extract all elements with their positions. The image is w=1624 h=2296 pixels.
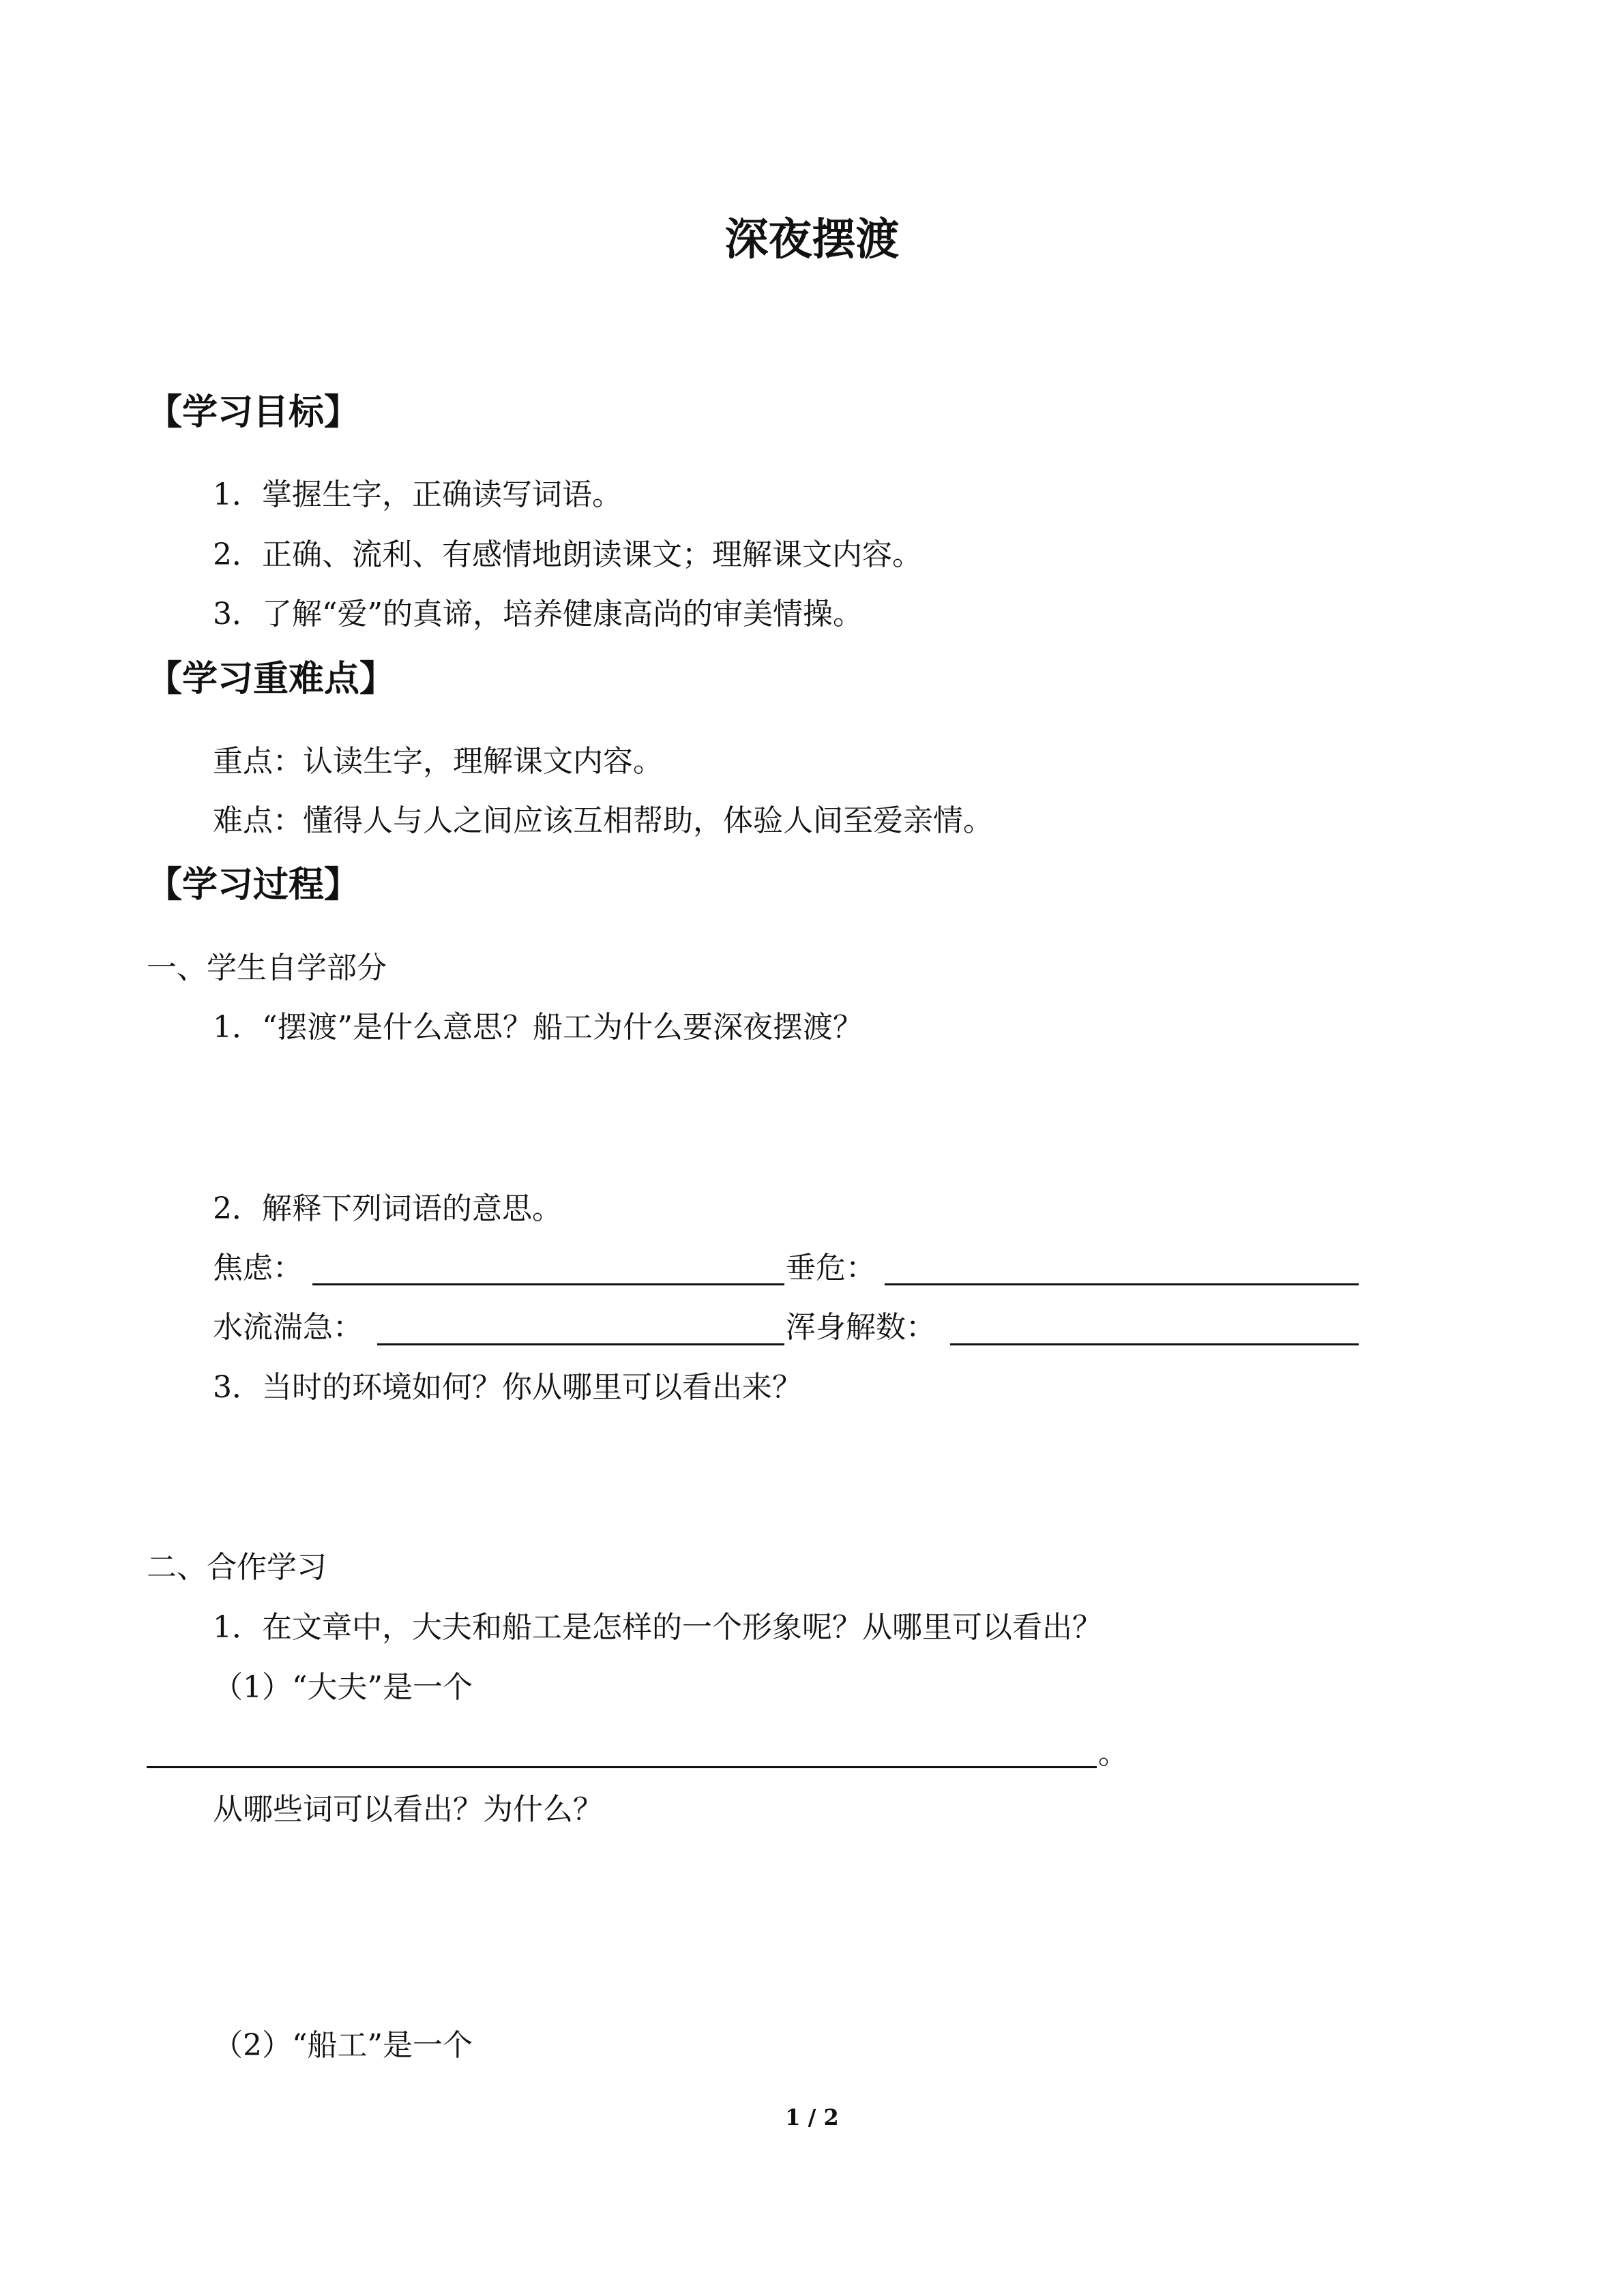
word-label-hunshen: 浑身解数：	[786, 1310, 936, 1345]
part1-question-3: 3．当时的环境如何？你从哪里可以看出来？	[213, 1370, 802, 1405]
focus-heading: 【学习重难点】	[147, 658, 396, 700]
part1-question-1: 1．“摆渡”是什么意思？船工为什么要深夜摆渡？	[213, 1010, 863, 1045]
page-number: 1 / 2	[785, 2104, 839, 2130]
focus-difficult-point: 难点：懂得人与人之间应该互相帮助，体验人间至爱亲情。	[213, 803, 993, 838]
process-heading: 【学习过程】	[147, 864, 360, 906]
answer-line-hunshen[interactable]	[950, 1343, 1359, 1345]
page-title: 深夜摆渡	[724, 214, 900, 265]
word-label-shuiliu: 水流湍急：	[213, 1310, 363, 1345]
answer-line-shuiliu[interactable]	[377, 1343, 784, 1345]
part1-heading: 一、学生自学部分	[147, 951, 387, 985]
answer-line-doctor[interactable]	[147, 1766, 1097, 1768]
goal-item-1: 1．掌握生字，正确读写词语。	[213, 477, 622, 512]
word-label-chuiwei: 垂危：	[786, 1251, 876, 1285]
part2-heading: 二、合作学习	[147, 1550, 327, 1585]
part2-question-1: 1．在文章中，大夫和船工是怎样的一个形象呢？从哪里可以看出？	[213, 1610, 1102, 1645]
part1-question-2: 2．解释下列词语的意思。	[213, 1191, 562, 1226]
answer-line-chuiwei[interactable]	[885, 1283, 1359, 1285]
focus-key-point: 重点：认读生字，理解课文内容。	[213, 744, 663, 779]
goal-item-2: 2．正确、流利、有感情地朗读课文；理解课文内容。	[213, 537, 922, 572]
doctor-prompt: （1）“大夫”是一个	[213, 1670, 473, 1705]
goals-heading: 【学习目标】	[147, 391, 360, 433]
goal-item-3: 3．了解“爱”的真谛，培养健康高尚的审美情操。	[213, 597, 863, 631]
word-label-jiaolv: 焦虑：	[213, 1251, 303, 1285]
boatman-prompt: （2）“船工”是一个	[213, 2028, 473, 2063]
sentence-end-period: 。	[1098, 1736, 1128, 1771]
doctor-followup-question: 从哪些词可以看出？为什么？	[213, 1792, 603, 1827]
answer-line-jiaolv[interactable]	[312, 1283, 784, 1285]
